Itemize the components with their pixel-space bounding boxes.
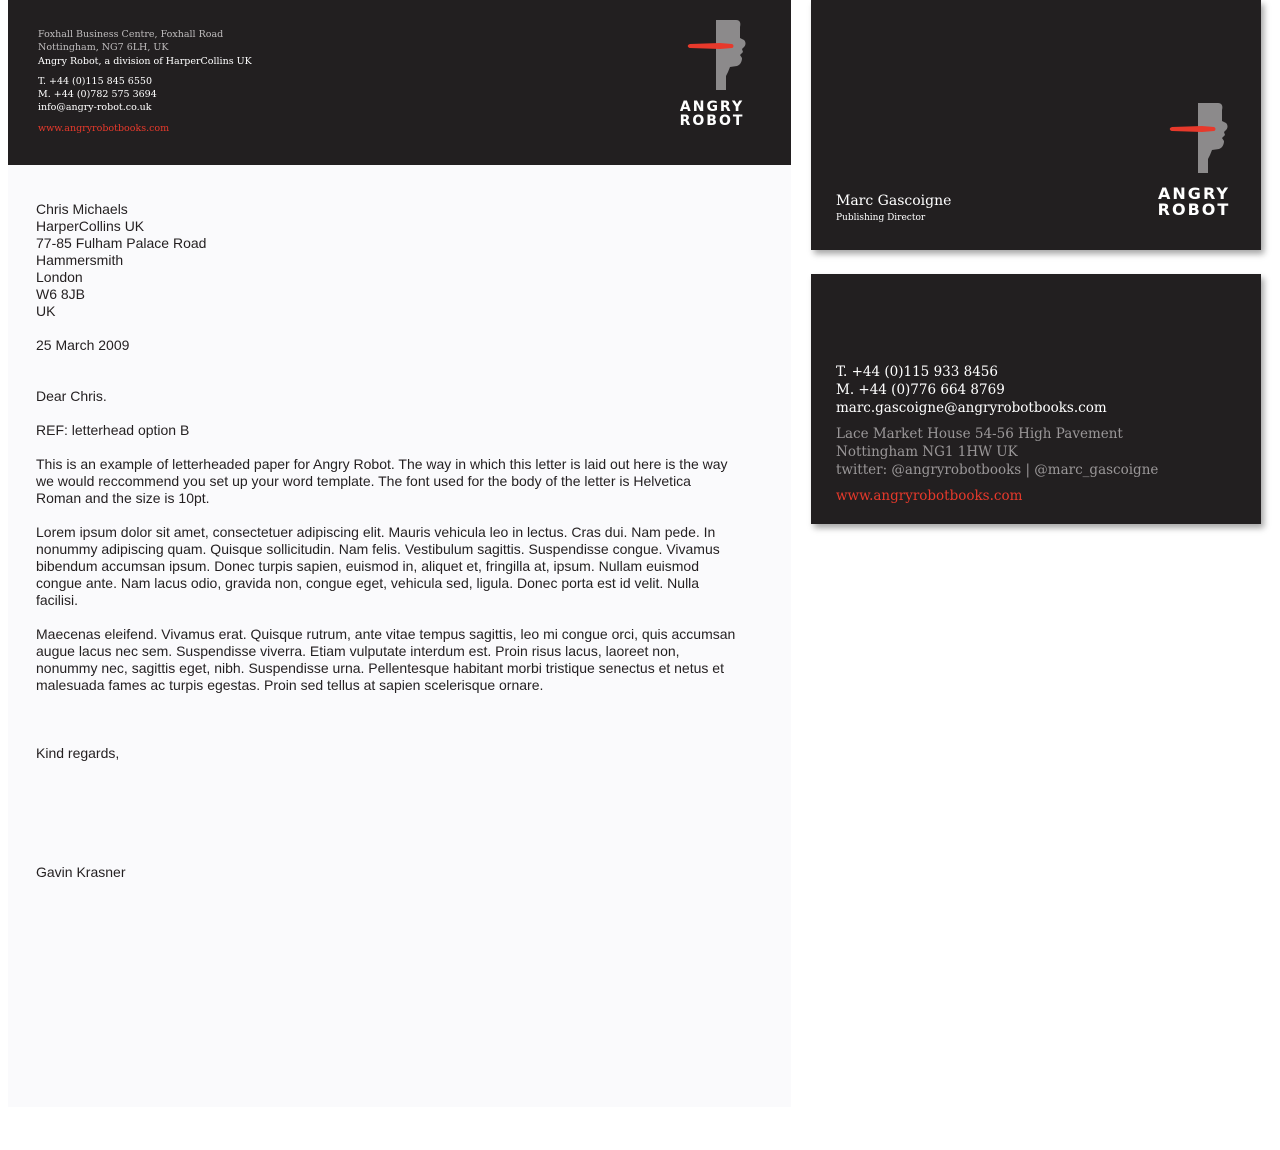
recipient-address-line: Hammersmith bbox=[36, 252, 124, 268]
letterhead-phone: T. +44 (0)115 845 6550 bbox=[38, 75, 152, 87]
letterhead-address-line1: Foxhall Business Centre, Foxhall Road bbox=[38, 29, 224, 40]
recipient-address bbox=[36, 201, 736, 320]
card-person-name: Marc Gascoigne bbox=[836, 193, 952, 209]
letter-paragraph-2: Lorem ipsum dolor sit amet, consectetuer adipiscing elit. Mauris vehicula leo in lectus. Cras dui. Nam pede. In nonummy adipiscing quam. Quisque sollicitudin. Nam felis. Vestibulum sagittis. Suspendisse congue. Vivamus bibendum accumsan ipsum. Donec turpis sapien, euismod in, aliquet et, fringilla at, ipsum. Nullam euismod congue ante. Nam lacus odio, gravida non, congue eget, vehicula sed, ligula. Donec porta est id velit. Nulla facilisi. bbox=[36, 524, 720, 608]
letter-page bbox=[8, 0, 791, 1107]
card-logo-line2: ROBOT bbox=[1157, 200, 1231, 219]
logo-wordmark bbox=[672, 100, 752, 128]
letterhead-website: www.angryrobotbooks.com bbox=[38, 122, 170, 134]
letterhead-address-line2: Nottingham, NG7 6LH, UK bbox=[38, 42, 169, 54]
letterhead bbox=[8, 0, 791, 165]
letter-signature: Gavin Krasner bbox=[36, 864, 126, 880]
card-logo-wordmark bbox=[1154, 186, 1234, 218]
business-card-front bbox=[811, 0, 1261, 250]
recipient-address-line: HarperCollins UK bbox=[36, 218, 145, 234]
letterhead-contact bbox=[38, 28, 252, 135]
card-contact-block bbox=[836, 363, 1107, 417]
robot-head-logo-icon bbox=[1162, 100, 1242, 178]
card-phone: T. +44 (0)115 933 8456 bbox=[836, 364, 998, 380]
card-logo-line1: ANGRY bbox=[1158, 184, 1230, 203]
card-address-block bbox=[836, 425, 1158, 479]
card-person-role: Publishing Director bbox=[836, 213, 926, 223]
recipient-address-line: London bbox=[36, 269, 83, 285]
letterhead-mobile: M. +44 (0)782 575 3694 bbox=[38, 89, 157, 101]
letterhead-logo bbox=[672, 18, 752, 128]
logo-line2: ROBOT bbox=[679, 113, 745, 129]
letter-paragraph-3: Maecenas eleifend. Vivamus erat. Quisque rutrum, ante vitae tempus sagittis, leo mi congue orci, quis accumsan augue lacus nec sem. Suspendisse viverra. Etiam vulputate interdum est. Proin risus lacus, laoreet non, nonummy nec, sagittis eget, nibh. Suspendisse urna. Pellentesque habitant morbi tristique senectus et netus et malesuada fames ac turpis egestas. Proin sed tellus at sapien scelerisque ornare. bbox=[36, 626, 736, 693]
recipient-address-line: UK bbox=[36, 303, 56, 319]
robot-head-logo-icon bbox=[680, 18, 760, 94]
letter-paragraph-1: This is an example of letterheaded paper for Angry Robot. The way in which this letter is laid out here is the way we would reccommend you set up your word template. The font used for the body of the letter is Helvetica Roman and the size is 10pt. bbox=[36, 456, 728, 506]
letter-body bbox=[36, 201, 736, 881]
recipient-address-line: 77-85 Fulham Palace Road bbox=[36, 235, 207, 251]
card-address-line2: Nottingham NG1 1HW UK bbox=[836, 444, 1018, 460]
letterhead-division: Angry Robot, a division of HarperCollins UK bbox=[38, 55, 252, 67]
letter-salutation: Dear Chris. bbox=[36, 388, 107, 404]
card-website: www.angryrobotbooks.com bbox=[836, 488, 1023, 504]
card-website-block bbox=[836, 487, 1022, 505]
recipient-address-line: Chris Michaels bbox=[36, 201, 128, 217]
card-email: marc.gascoigne@angryrobotbooks.com bbox=[836, 400, 1107, 416]
recipient-address-line: W6 8JB bbox=[36, 286, 86, 302]
letter-closing: Kind regards, bbox=[36, 745, 120, 761]
card-mobile: M. +44 (0)776 664 8769 bbox=[836, 382, 1005, 398]
letterhead-email: info@angry-robot.co.uk bbox=[38, 102, 152, 114]
business-card-back bbox=[811, 274, 1261, 524]
card-twitter: twitter: @angryrobotbooks | @marc_gascoigne bbox=[836, 462, 1159, 478]
card-logo bbox=[1154, 100, 1234, 218]
logo-line1: ANGRY bbox=[679, 99, 745, 115]
letter-ref: REF: letterhead option B bbox=[36, 422, 190, 438]
card-address-line1: Lace Market House 54-56 High Pavement bbox=[836, 426, 1123, 442]
letter-date: 25 March 2009 bbox=[36, 337, 130, 353]
